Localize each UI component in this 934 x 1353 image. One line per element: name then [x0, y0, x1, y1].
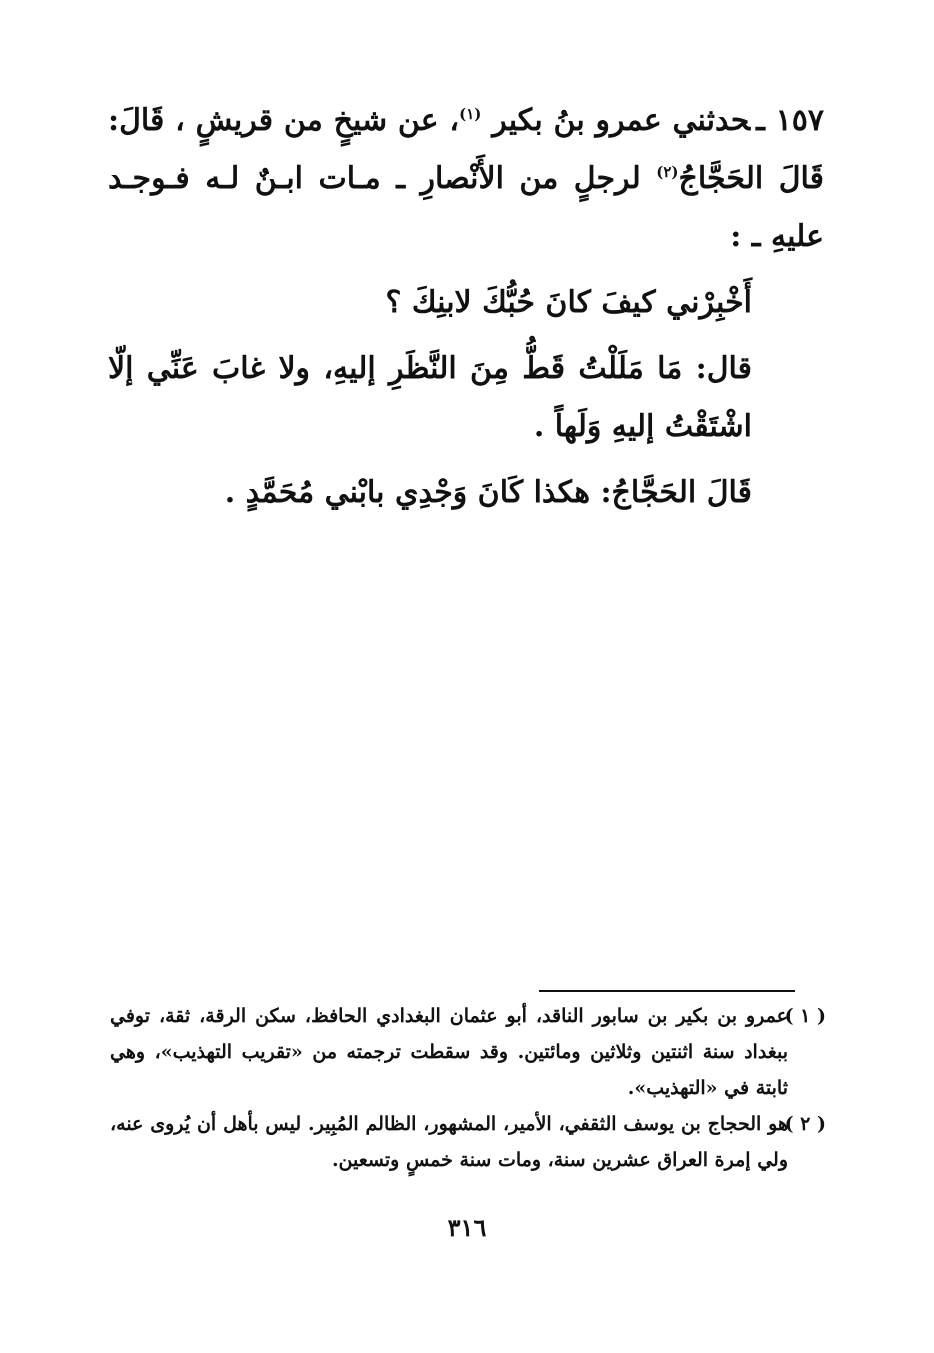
footnotes-section — [110, 998, 826, 1178]
hadith-closing: قَالَ الحَجَّاجُ: هكذا كَانَ وَجْدِي بابْني مُحَمَّدٍ . — [224, 475, 752, 510]
footnote-reference-2[interactable]: (٢) — [656, 163, 679, 181]
hadith-block — [108, 92, 824, 522]
footnote-marker: ( ١ ) — [784, 1005, 826, 1027]
hadith-question: أَخْبِرْني كيفَ كانَ حُبُّكَ لابنِكَ ؟ — [385, 285, 752, 320]
narration-part-3: لرجلٍ من الأَنْصارِ ـ مـات ابـنٌ لـه فـوجـد عليهِ ـ : — [108, 161, 824, 254]
footnote-marker: ( ٢ ) — [784, 1113, 826, 1135]
hadith-reply: قال: مَا مَلَلْتُ قَطُّ مِنَ النَّظَرِ إليهِ، ولا غابَ عَنِّي إلّا اشْتَقْتُ إليهِ وَلَهاً . — [108, 351, 752, 444]
footnote-text: عمرو بن بكير بن سابور الناقد، أبو عثمان البغدادي الحافظ، سكن الرقة، ثقة، توفي ببغداد سنة اثنتين وثلاثين ومائتين. وقد سقطت ترجمته من «تقريب التهذيب»، وهي ثابتة في «التهذيب». — [110, 1005, 788, 1099]
hadith-number: ١٥٧ ـ — [756, 103, 824, 138]
page-number: ٣١٦ — [447, 1213, 487, 1242]
footnote-text: هو الحجاج بن يوسف الثقفي، الأمير، المشهور، الظالم المُبِير. ليس بأهل أن يُروى عنه، ولي إمرة العراق عشرين سنة، ومات سنة خمسٍ وتسعين. — [110, 1113, 788, 1171]
footnote-reference-1[interactable]: (١) — [459, 105, 482, 123]
footnote-2 — [110, 1106, 826, 1178]
footnote-1 — [110, 998, 826, 1106]
narration-part-2: ، عن شيخٍ من قريشٍ ، قَالَ: قَالَ الحَجَّاجُ — [108, 103, 824, 196]
hadith-narration — [108, 92, 824, 266]
narration-part-1: حدثني عمرو بنُ بكير — [492, 103, 751, 138]
footnote-divider — [539, 990, 795, 992]
